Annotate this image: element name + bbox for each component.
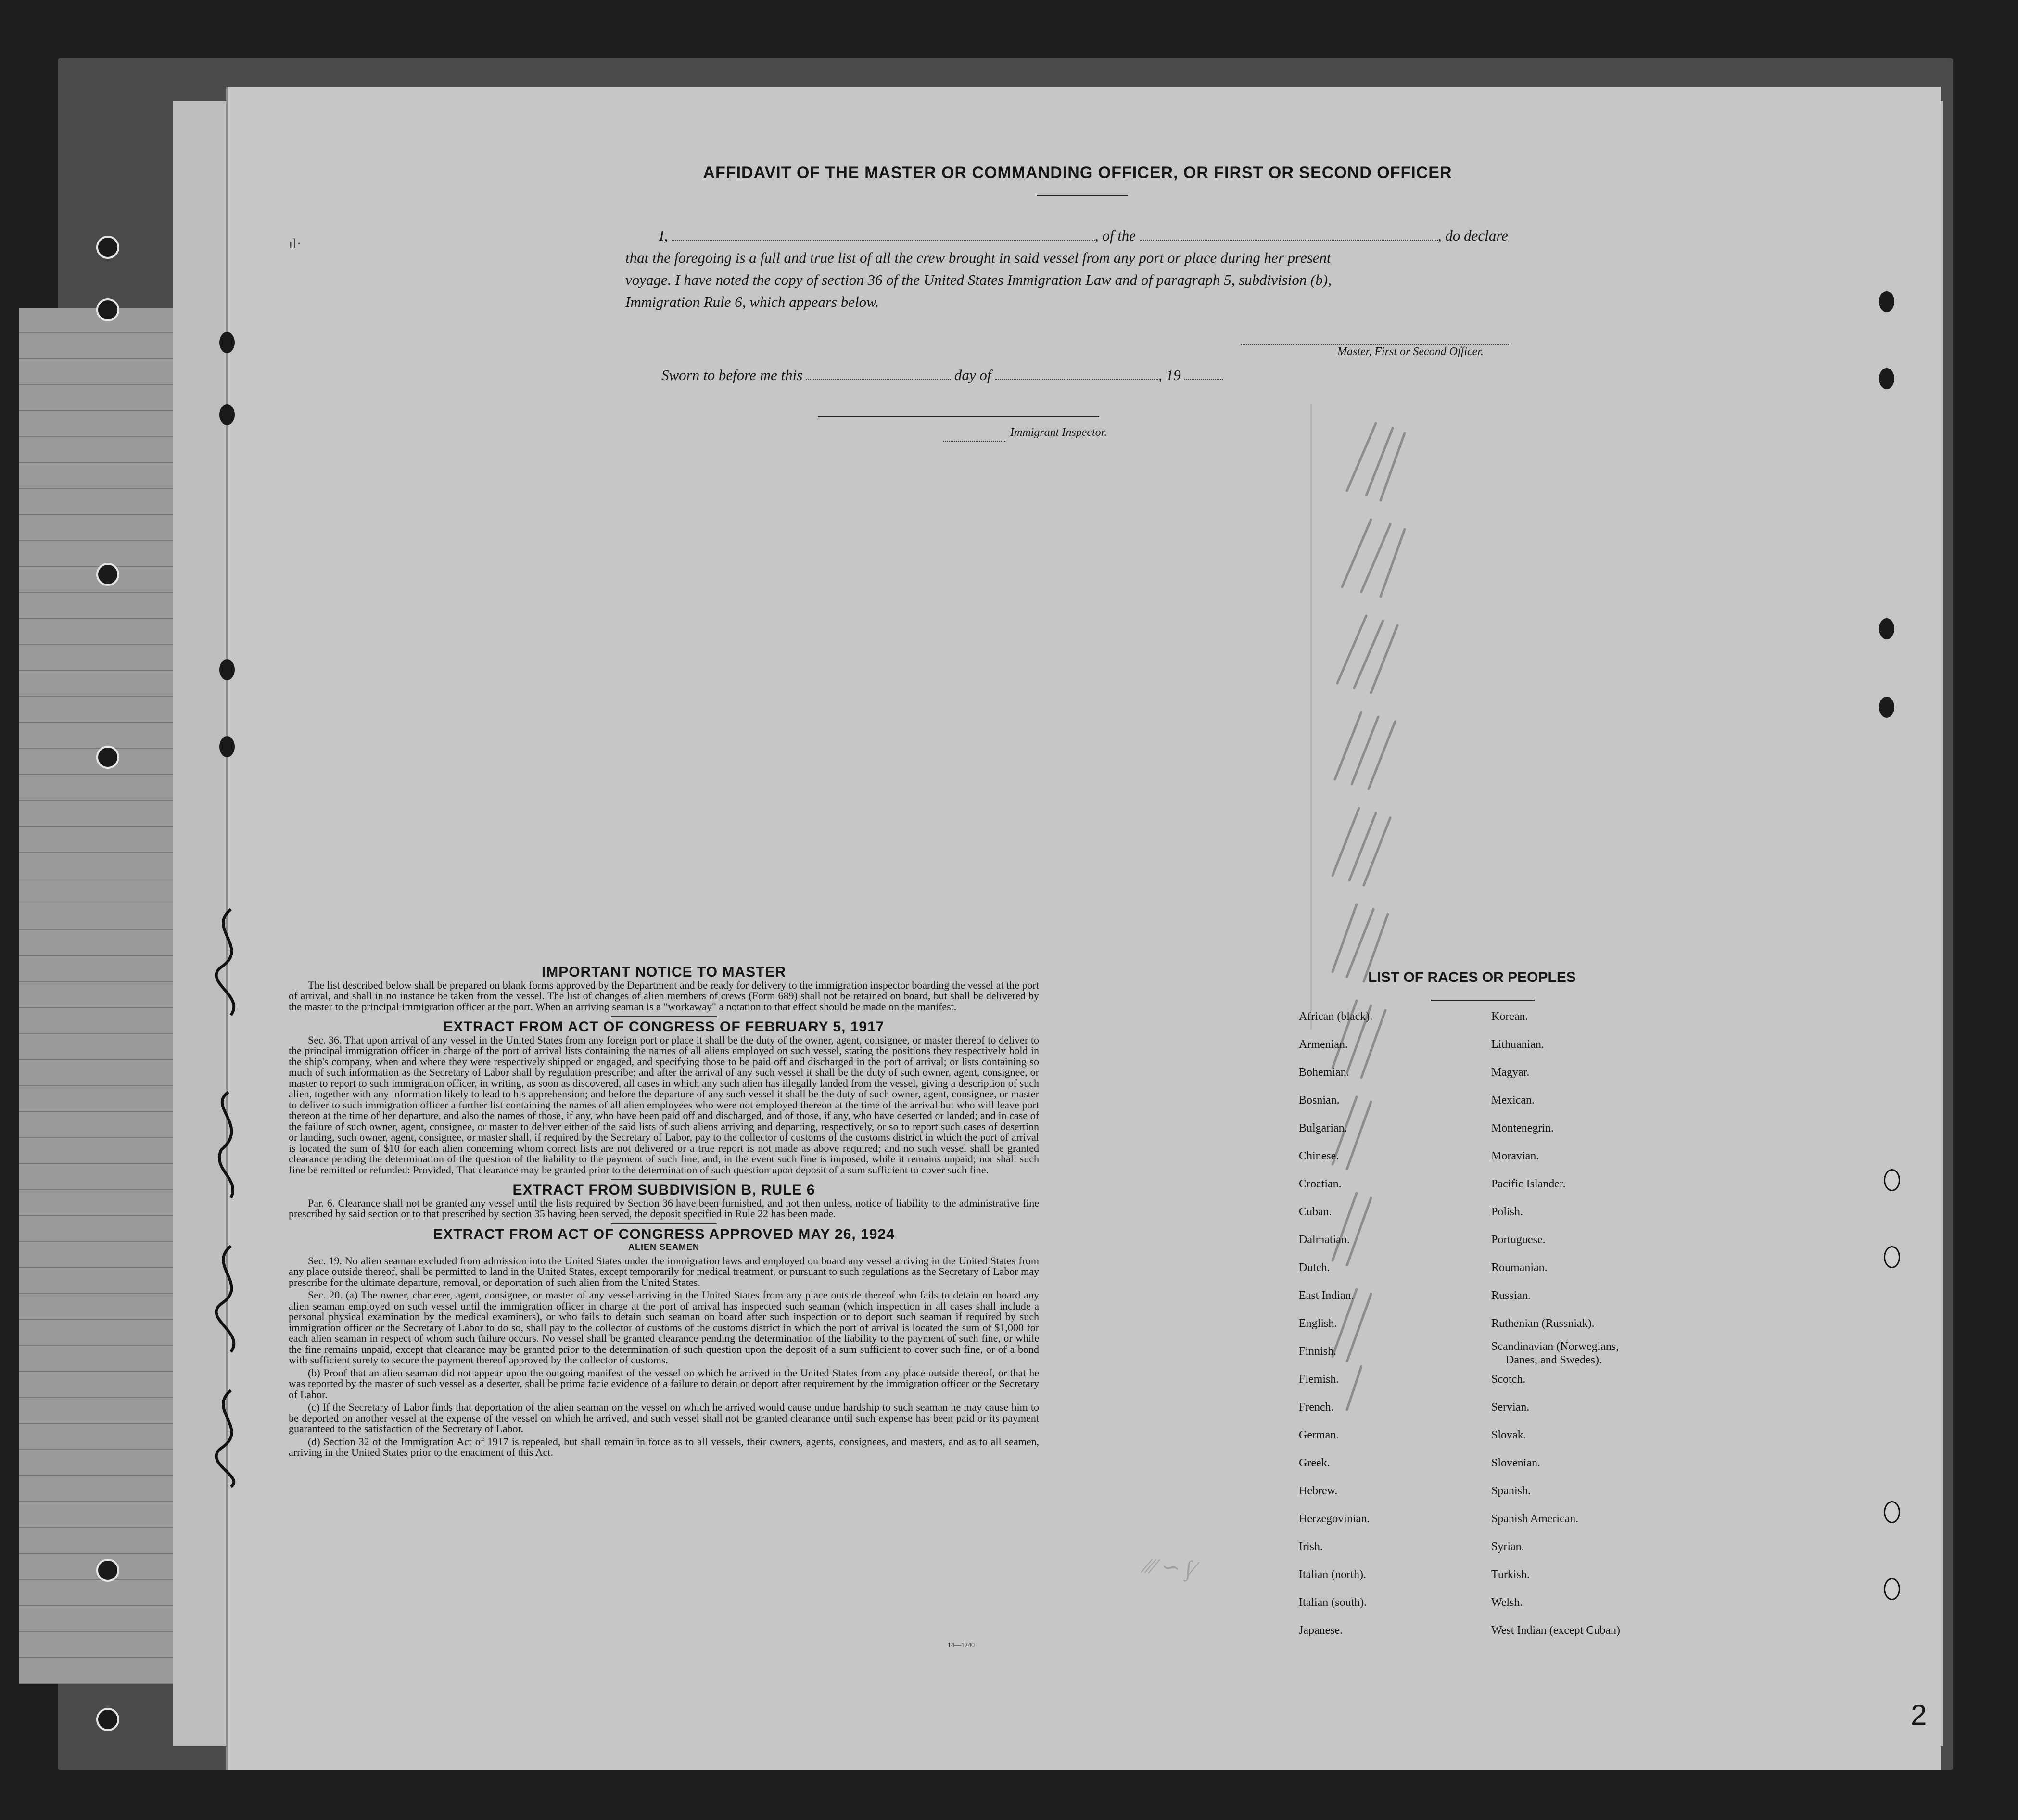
punch-hole-icon xyxy=(96,1708,119,1731)
punch-hole-icon xyxy=(96,236,119,259)
divider xyxy=(611,1179,717,1180)
race-item: Dutch. xyxy=(1299,1261,1330,1274)
punch-hole-icon xyxy=(219,404,235,425)
race-item: Cuban. xyxy=(1299,1206,1332,1218)
inspector-signature-line[interactable] xyxy=(818,416,1099,417)
day-of-label: day of xyxy=(954,367,991,383)
race-item-continued: Danes, and Swedes). xyxy=(1506,1354,1602,1366)
affidavit-line-4: Immigration Rule 6, which appears below. xyxy=(625,293,879,310)
punch-hole-icon xyxy=(96,563,119,586)
race-item: Hebrew. xyxy=(1299,1485,1338,1497)
affidavit-line-1 xyxy=(625,227,1508,244)
race-item: Scandinavian (Norwegians, xyxy=(1491,1340,1619,1353)
punch-hole-icon xyxy=(96,746,119,769)
divider xyxy=(611,1223,717,1224)
race-item: French. xyxy=(1299,1401,1334,1413)
punch-hole-icon xyxy=(1879,697,1894,718)
punch-hole-icon xyxy=(219,659,235,680)
punch-hole-icon xyxy=(96,1559,119,1582)
sec20d-text: (d) Section 32 of the Immigration Act of 1917 is repealed, but shall remain in force as to all vessels, their owners, agents, consignees, and masters, and as to all seamen, arriving in the United States prior to the enactment of this Act. xyxy=(289,1435,1039,1458)
divider xyxy=(611,1016,717,1017)
race-item: Irish. xyxy=(1299,1540,1323,1553)
race-item: English. xyxy=(1299,1317,1337,1330)
race-item: Spanish American. xyxy=(1491,1513,1579,1525)
race-item: Japanese. xyxy=(1299,1624,1343,1637)
race-item: Slovenian. xyxy=(1491,1457,1540,1469)
race-item: Russian. xyxy=(1491,1289,1531,1302)
race-item: Italian (north). xyxy=(1299,1568,1366,1581)
race-item: Bosnian. xyxy=(1299,1094,1340,1107)
race-item: Croatian. xyxy=(1299,1178,1342,1190)
race-item: Polish. xyxy=(1491,1206,1523,1218)
inspector-dotted xyxy=(943,428,1005,442)
affidavit-i: I, xyxy=(659,227,668,244)
race-item: Montenegrin. xyxy=(1491,1122,1554,1134)
race-item: Chinese. xyxy=(1299,1150,1339,1162)
master-caption: Master, First or Second Officer. xyxy=(1337,345,1484,358)
race-item: Roumanian. xyxy=(1491,1261,1548,1274)
sec20a-text: Sec. 20. (a) The owner, charterer, agent, consignee, or master of any vessel arriving in the United States from any place outside thereof who fails to detain on board any alien seaman employed on such vessel until the immigration officer in charge at the port of arrival has inspected such seaman (which inspection in all cases shall include a personal physical examination by the medical examiners), or who fails to detain such seaman on board after such inspection or to deport such seaman if required by such immigration officer or the Secretary of Labor to do so, shall pay to the collector of customs of the customs district in which the port of arrival is located the sum of $1,000 for each alien seaman in respect of whom such failure occurs. No vessel shall be granted clearance pending the determination of the liability to the payment of such fine, or while the fine remains unpaid, except that clearance may be granted prior to the determination of such question upon the deposit of a sum sufficient to cover such fine, or of a bond with sufficient surety to secure the payment thereof approved by the collector of customs. xyxy=(289,1289,1039,1366)
race-item: Korean. xyxy=(1491,1010,1528,1023)
punch-hole-icon xyxy=(1879,368,1894,389)
race-item: Spanish. xyxy=(1491,1485,1531,1497)
punch-hole-icon xyxy=(96,298,119,321)
sec19-text: Sec. 19. No alien seaman excluded from admission into the United States under the immigration laws and employed on board any vessel arriving in the United States from any place outside thereof, shall be permitted to land in the United States, except temporarily for medical treatment, or pursuant to such regulations as the Secretary of Labor may prescribe for the ultimate departure, removal, or deportation of such alien from the United States. xyxy=(289,1254,1039,1288)
extract-1917-text: Sec. 36. That upon arrival of any vessel in the United States from any foreign port or place it shall be the duty of the owner, agent, consignee, or master thereof to deliver to the principal immigration officer in charge of the port of arrival lists containing the names of all aliens employed on such vessel, stating the positions they respectively hold in the ship's company, when and where they were respectively shipped or engaged, and specifying those to be paid off and discharged in the port of arrival; or lists containing so much of such information as the Secretary of Labor shall by regulation prescribe; and after the arrival of any such vessel it shall be the duty of such owner, agent, consignee, or master to report to such immigration officer, in writing, as soon as discovered, all cases in which any such alien has illegally landed from the vessel, giving a description of such alien, together with any information likely to lead to his apprehension; and before the departure of any such vessel it shall be the duty of such owner, agent, consignee, or master to deliver to such immigration officer a further list containing the names of all alien employees who were not employed thereon at the time of the arrival but who will leave port thereon at the time of her departure, and also the names of those, if any, who have been paid off and discharged, and of those, if any, who have deserted or landed; and in case of the failure of such owner, agent, consignee, or master to deliver either of the said lists of such aliens arriving and departing, respectively, or so to report such cases of desertion or landing, such owner, agent, consignee, or master shall, if required by the Secretary of Labor, pay to the collector of customs of the customs district in which the port of arrival is located the sum of $10 for each alien concerning whom correct lists are not delivered or a true report is not made as above required; and no such vessel shall be granted clearance pending the determination of the question of the liability to the payment of such fine, and, in the event such fine is imposed, while it remains unpaid; nor shall such fine be remitted or refunded: Provided, That clearance may be granted prior to the determination of such question upon deposit of a sum sufficient to cover such fine. xyxy=(289,1033,1039,1176)
sworn-month-field[interactable] xyxy=(995,367,1158,380)
race-item: Pacific Islander. xyxy=(1491,1178,1566,1190)
vessel-field[interactable] xyxy=(1140,227,1438,241)
year-label: , 19 xyxy=(1158,367,1181,383)
binding-string-icon xyxy=(202,900,260,1491)
race-item: Dalmatian. xyxy=(1299,1234,1350,1246)
sworn-year-field[interactable] xyxy=(1184,367,1223,380)
race-item: Ruthenian (Russniak). xyxy=(1491,1317,1595,1330)
race-item: Lithuanian. xyxy=(1491,1038,1544,1051)
punch-hole-icon xyxy=(1884,1246,1900,1268)
race-item: Moravian. xyxy=(1491,1150,1539,1162)
title-rule xyxy=(1037,195,1128,196)
form-number: 14—1240 xyxy=(948,1642,975,1649)
race-item: Slovak. xyxy=(1491,1429,1526,1441)
punch-hole-icon xyxy=(1884,1169,1900,1191)
affidavit-title: AFFIDAVIT OF THE MASTER OR COMMANDING OFFICER, OR FIRST OR SECOND OFFICER xyxy=(703,164,1452,182)
punch-hole-icon xyxy=(1879,618,1894,639)
name-field[interactable] xyxy=(672,227,1095,241)
extract-1917-heading: EXTRACT FROM ACT OF CONGRESS OF FEBRUARY 5, 1917 xyxy=(443,1019,885,1035)
pencil-annotation: ∕∕∕ ∽ ∫∕ xyxy=(1144,1553,1196,1581)
notice-heading: IMPORTANT NOTICE TO MASTER xyxy=(541,964,787,980)
race-item: Servian. xyxy=(1491,1401,1530,1413)
ledger-page-edge xyxy=(19,308,183,1684)
sworn-day-field[interactable] xyxy=(806,367,951,380)
punch-hole-icon xyxy=(1884,1578,1900,1600)
race-item: Italian (south). xyxy=(1299,1596,1367,1609)
master-signature-field[interactable] xyxy=(1241,332,1510,345)
affidavit-of-the: , of the xyxy=(1094,227,1136,244)
sworn-label: Sworn to before me this xyxy=(661,367,803,383)
races-rule xyxy=(1431,1000,1535,1001)
race-item: Bohemian. xyxy=(1299,1066,1349,1079)
punch-hole-icon xyxy=(219,736,235,757)
extract-1924-heading: EXTRACT FROM ACT OF CONGRESS APPROVED MAY 26, 1924 xyxy=(433,1226,895,1242)
legal-notices xyxy=(289,964,1039,1458)
affidavit-line-2: that the foregoing is a full and true list of all the crew brought in said vessel from any port or place during her present xyxy=(625,249,1331,266)
punch-hole-icon xyxy=(1884,1501,1900,1523)
punch-hole-icon xyxy=(1879,291,1894,312)
race-item: Welsh. xyxy=(1491,1596,1523,1609)
subdivision-heading: EXTRACT FROM SUBDIVISION B, RULE 6 xyxy=(512,1182,815,1198)
manifest-page xyxy=(226,87,1941,1770)
race-item: Turkish. xyxy=(1491,1568,1530,1581)
race-item: German. xyxy=(1299,1429,1339,1441)
race-item: Flemish. xyxy=(1299,1373,1339,1386)
affidavit-line-3: voyage. I have noted the copy of section 36 of the United States Immigration Law and of paragraph 5, subdivision (b), xyxy=(625,271,1332,288)
page-number: 2 xyxy=(1911,1699,1927,1731)
sec20b-text: (b) Proof that an alien seaman did not appear upon the outgoing manifest of the vessel on which he arrived in the United States from any place outside thereof, or that he was reported by the master of such vessel as a deserter, shall be prima facie evidence of a failure to detain or deport after requirement by the immigration officer or the Secretary of Labor. xyxy=(289,1366,1039,1400)
race-item: Herzegovinian. xyxy=(1299,1513,1370,1525)
notice-text: The list described below shall be prepared on blank forms approved by the Department and be ready for delivery to the immigration inspector boarding the vessel at the port of arrival, and shall in no instance be taken from the vessel. The list of changes of alien members of crews (Form 689) shall not be retained on board, but shall be delivered by the master to the principal immigration officer at the port. When an arriving seaman is a "workaway" a notation to that effect should be made on the manifest. xyxy=(289,979,1039,1013)
race-item: Portuguese. xyxy=(1491,1234,1546,1246)
punch-hole-icon xyxy=(219,332,235,353)
subdivision-text: Par. 6. Clearance shall not be granted any vessel until the lists required by Section 36 have been furnished, and not then unless, notice of liability to the administrative fine prescribed by said section or to that prescribed by section 35 having been served, the deposit specified in Rule 22 has been made. xyxy=(289,1196,1039,1220)
race-item: Syrian. xyxy=(1491,1540,1524,1553)
race-item: African (black). xyxy=(1299,1010,1373,1023)
sworn-line xyxy=(661,367,1223,384)
races-title: LIST OF RACES OR PEOPLES xyxy=(1368,969,1576,985)
inspector-caption: Immigrant Inspector. xyxy=(1010,426,1107,439)
race-item: East Indian. xyxy=(1299,1289,1354,1302)
race-item: Greek. xyxy=(1299,1457,1330,1469)
race-item: Bulgarian. xyxy=(1299,1122,1347,1134)
alien-seamen-subheading: ALIEN SEAMEN xyxy=(628,1242,699,1252)
race-item: Scotch. xyxy=(1491,1373,1526,1386)
race-item: Mexican. xyxy=(1491,1094,1535,1107)
affidavit-declare: , do declare xyxy=(1437,227,1508,244)
race-item: West Indian (except Cuban) xyxy=(1491,1624,1620,1637)
pencil-mark: ıl· xyxy=(289,236,302,252)
race-item: Armenian. xyxy=(1299,1038,1348,1051)
sec20c-text: (c) If the Secretary of Labor finds that deportation of the alien seaman on the vessel on which he arrived would cause undue hardship to such seaman he may cause him to be deported on another vessel at the expense of the vessel on which he arrived, and such vessel shall not be granted clearance until such expense has been paid or its payment guaranteed to the satisfaction of the Secretary of Labor. xyxy=(289,1401,1039,1435)
race-item: Finnish. xyxy=(1299,1345,1337,1358)
race-item: Magyar. xyxy=(1491,1066,1530,1079)
